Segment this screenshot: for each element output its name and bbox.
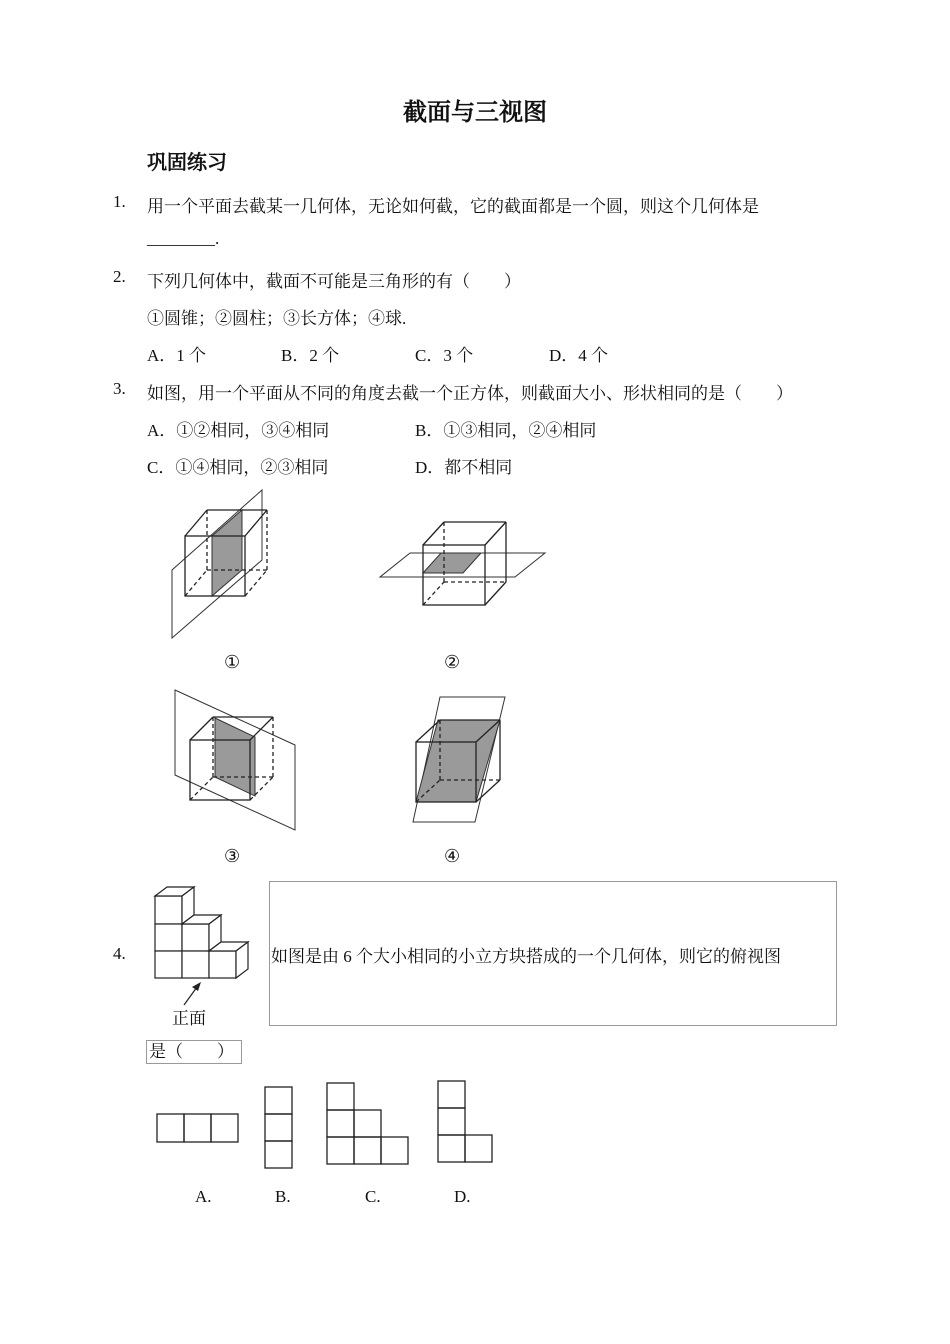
front-label: 正面 [172, 1009, 206, 1029]
q2-choice-b: B．2 个 [281, 346, 340, 365]
figure-label-3: ③ [224, 846, 241, 866]
option-b-label: B. [275, 1187, 291, 1206]
q1-number: 1. [113, 192, 126, 211]
figure-label-2: ② [444, 652, 461, 672]
option-c-label: C. [365, 1187, 381, 1206]
q3-choice-b: B．①③相同，②④相同 [415, 421, 597, 440]
q3-choice-d: D．都不相同 [415, 458, 513, 477]
option-a-label: A. [195, 1187, 212, 1206]
q3-number: 3. [113, 379, 126, 398]
q1-text: 用一个平面去截某一几何体，无论如何截，它的截面都是一个圆，则这个几何体是 [147, 197, 759, 216]
q3-text: 如图，用一个平面从不同的角度去截一个正方体，则截面大小、形状相同的是（ ） [147, 384, 793, 403]
q3-choice-a: A．①②相同，③④相同 [147, 421, 330, 440]
q2-choice-c: C．3 个 [415, 346, 474, 365]
q2-text: 下列几何体中，截面不可能是三角形的有（ ） [147, 272, 521, 291]
page-title: 截面与三视图 [403, 98, 547, 126]
stacked-cubes-figure [152, 884, 262, 989]
q2-items: ①圆锥；②圆柱；③长方体；④球. [147, 309, 407, 328]
q2-choice-a: A．1 个 [147, 346, 207, 365]
cube-figure-3 [168, 685, 298, 835]
q2-choice-d: D．4 个 [549, 346, 609, 365]
q4-text-continued: 是（ ） [146, 1040, 242, 1064]
q4-number: 4. [113, 944, 126, 963]
option-c-view [324, 1080, 414, 1170]
option-b-view [263, 1085, 298, 1175]
section-heading: 巩固练习 [147, 150, 227, 174]
option-a-view [155, 1112, 245, 1147]
q2-number: 2. [113, 267, 126, 286]
option-d-view [436, 1078, 501, 1168]
q1-blank: ________. [147, 229, 220, 248]
cube-figure-2 [378, 515, 548, 615]
figure-label-4: ④ [444, 846, 461, 866]
q3-choice-c: C．①④相同，②③相同 [147, 458, 329, 477]
figure-label-1: ① [224, 652, 241, 672]
q4-text: 如图是由 6 个大小相同的小立方块搭成的一个几何体，则它的俯视图 [271, 947, 781, 966]
option-d-label: D. [454, 1187, 471, 1206]
cube-figure-1 [165, 485, 285, 645]
cube-figure-4 [410, 692, 520, 832]
